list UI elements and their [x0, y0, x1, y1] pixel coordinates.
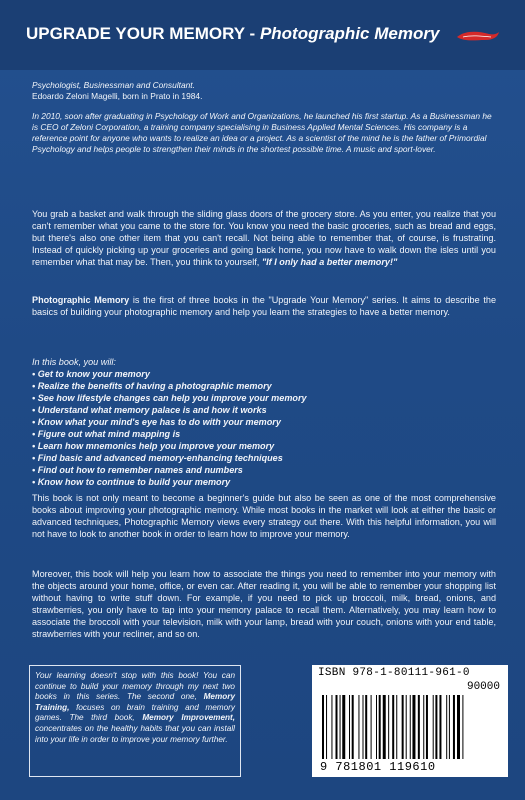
feature-list-item: • Understand what memory palace is and how it works: [32, 405, 267, 415]
feature-list-item: • Get to know your memory: [32, 369, 150, 379]
feature-list-item: • Learn how mnemonics help you improve your memory: [32, 441, 275, 451]
summary-text: is the first of three books in the "Upgrade Your Memory" series. It aims to describe the basics of building your photographic memory and help you learn the strategies to have a better memory.: [32, 295, 497, 317]
series-note-text: focuses on brain training and memory games. The third book,: [35, 702, 235, 723]
cover-header: [0, 0, 525, 70]
title-separator: -: [244, 24, 260, 43]
barcode-bars-icon: [320, 695, 500, 761]
title-subtitle: Photographic Memory: [259, 24, 440, 43]
body-paragraph-3-text: This book is not only meant to become a beginner's guide but also be seen as one of the most comprehensive books about improving your photographic memory. While most books in the market will look at either the basic or advanced techniques, Photographic Memory views every strategy out there. With this helpful information, you will not have to look to another book in order to learn how to improve your memory.: [32, 493, 496, 539]
author-bio-line1: Psychologist, Businessman and Consultant.: [32, 80, 195, 90]
feature-list-item: • Know how to continue to build your memory: [32, 477, 231, 487]
title-main: UPGRADE YOUR MEMORY: [26, 24, 245, 43]
author-bio-paragraph: In 2010, soon after graduating in Psychology of Work and Organizations, he launched his first startup. As a Businessman he is CEO of Zeloni Corporation, a training company specialising in Business Applied Mental Sciences. His company is a reference point for anyone who wants to realize an idea or a project. As a scientist of the mind he is the father of Primordial Psychology and helps people to strengthen their minds in the shortest possible time. A music and sport-lover.: [32, 111, 492, 154]
intro-paragraph: [32, 208, 496, 268]
barcode-digits: 9 781801 119610: [320, 760, 436, 774]
feature-list-item: • See how lifestyle changes can help you improve your memory: [32, 393, 307, 403]
author-bio: [32, 80, 494, 155]
series-note-book-2: Memory Training,: [35, 692, 236, 712]
feature-list: [32, 356, 496, 488]
series-note-text: concentrates on the healthy habits that you can install into your life in order to improve your memory further.: [35, 723, 235, 744]
body-paragraph-4-text: Moreover, this book will help you learn how to associate the things you need to remember into your memory with the objects around your home, office, or even car. After reading it, you will be able to remember your shopping list without having to write stuff down. For example, if you need to pick up broccoli, milk, bread, onions, and strawberries, you only have to tap into your memory palace to recall them. Alternatively, you may learn how to associate the broccoli with your television, milk with your lamp, bread with your couch, onions with your end table, strawberries with your recliner, and so on.: [32, 569, 496, 639]
isbn-barcode: [312, 665, 508, 777]
publisher-logo-icon: [455, 28, 501, 44]
feature-list-item: • Figure out what mind mapping is: [32, 429, 181, 439]
body-paragraph-3: [32, 492, 496, 540]
book-title: [26, 24, 439, 44]
body-paragraph-4: [32, 568, 496, 640]
series-note-box: [29, 665, 241, 777]
intro-text: You grab a basket and walk through the sliding glass doors of the grocery store. As you enter, you realize that you can't remember what you came to the store for. You know you need the basic groceries, such as bread and eggs, but there's also one other item that you can't recall. Not being able to remember that, of course, is frustrating. Instead of quickly picking up your groceries and going back home, you now have to walk down the isles until you remember what that may be. Then, you think to yourself,: [32, 209, 496, 267]
feature-list-item: • Realize the benefits of having a photographic memory: [32, 381, 272, 391]
summary-bold: Photographic Memory: [32, 295, 130, 305]
isbn-text: ISBN 978-1-80111-961-0: [318, 667, 470, 679]
price-code: 90000: [466, 681, 500, 693]
feature-list-item: • Find out how to remember names and numbers: [32, 465, 243, 475]
author-bio-line2: Edoardo Zeloni Magelli, born in Prato in 1984.: [32, 91, 203, 101]
feature-list-heading: In this book, you will:: [32, 357, 116, 367]
series-note-book-3: Memory Improvement,: [142, 713, 236, 723]
feature-list-item: • Find basic and advanced memory-enhancing techniques: [32, 453, 283, 463]
summary-paragraph: [32, 294, 496, 318]
series-note-text: Your learning doesn't stop with this book! You can continue to build your memory through my next two books in this series. The second one,: [35, 671, 235, 702]
intro-quote: "If I only had a better memory!": [261, 257, 398, 267]
feature-list-item: • Know what your mind's eye has to do with your memory: [32, 417, 281, 427]
